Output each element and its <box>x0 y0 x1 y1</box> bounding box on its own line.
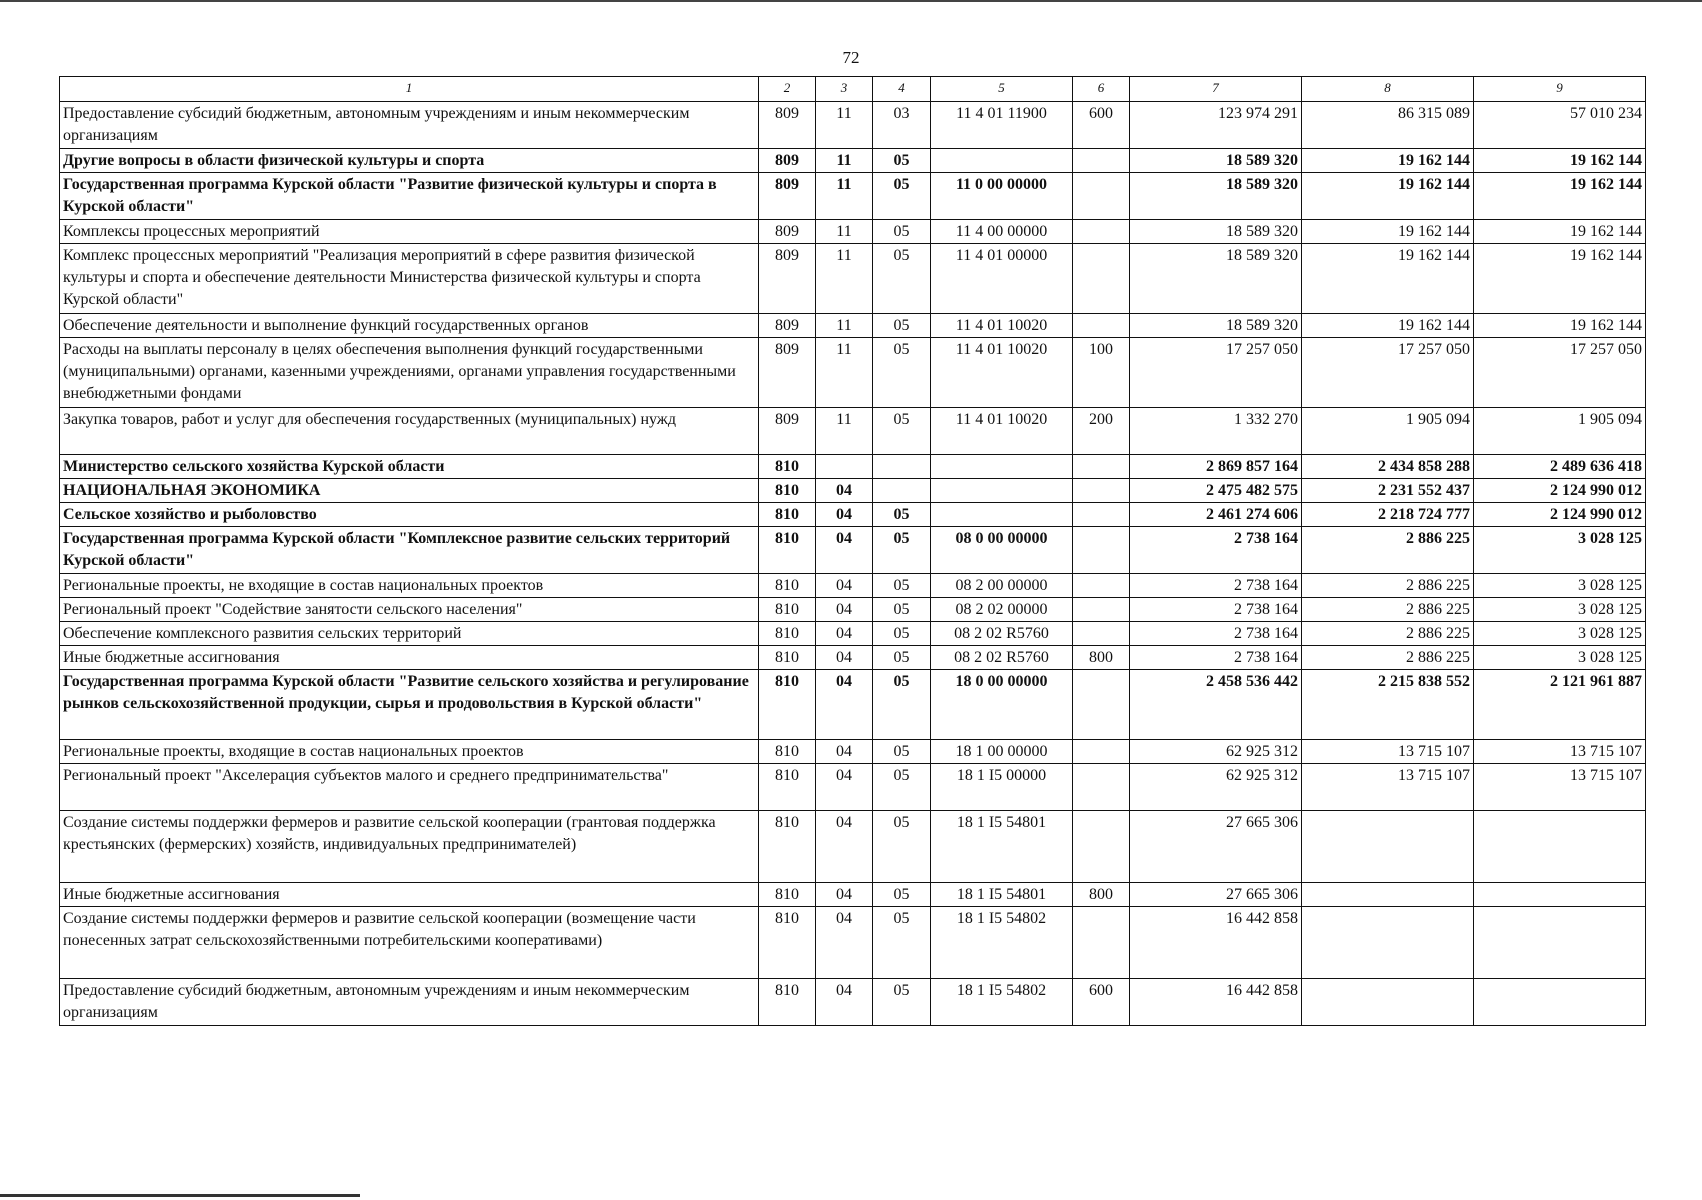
cell-expense-type <box>1073 244 1130 314</box>
cell-ministry-code: 810 <box>759 883 816 907</box>
cell-ministry-code: 810 <box>759 646 816 670</box>
cell-amount-col7: 17 257 050 <box>1130 338 1302 408</box>
cell-amount-col9: 19 162 144 <box>1474 173 1646 220</box>
cell-target-article: 18 0 00 00000 <box>931 670 1073 740</box>
table-row <box>60 811 1646 883</box>
cell-expense-type <box>1073 527 1130 574</box>
cell-target-article <box>931 149 1073 173</box>
page-number: 72 <box>842 48 860 67</box>
cell-section: 11 <box>816 149 873 173</box>
row-name: Закупка товаров, работ и услуг для обеспечения государственных (муниципальных) нужд <box>60 408 759 455</box>
cell-section <box>816 455 873 479</box>
cell-expense-type: 800 <box>1073 883 1130 907</box>
cell-amount-col8: 2 215 838 552 <box>1302 670 1474 740</box>
cell-section: 11 <box>816 244 873 314</box>
cell-amount-col7: 2 738 164 <box>1130 574 1302 598</box>
cell-amount-col7: 2 738 164 <box>1130 622 1302 646</box>
cell-amount-col7: 18 589 320 <box>1130 173 1302 220</box>
row-name: Расходы на выплаты персоналу в целях обеспечения выполнения функций государственными (муниципальными) органами, казенными учреждениями, органами управления государственными внебюджетными фондами <box>60 338 759 408</box>
cell-target-article <box>931 455 1073 479</box>
cell-amount-col9 <box>1474 811 1646 883</box>
cell-expense-type <box>1073 670 1130 740</box>
cell-expense-type <box>1073 574 1130 598</box>
cell-amount-col8: 13 715 107 <box>1302 764 1474 811</box>
cell-subsection: 05 <box>873 574 931 598</box>
cell-ministry-code: 810 <box>759 764 816 811</box>
cell-section: 04 <box>816 574 873 598</box>
cell-expense-type <box>1073 811 1130 883</box>
table-row <box>60 503 1646 527</box>
cell-subsection: 05 <box>873 408 931 455</box>
cell-amount-col8: 17 257 050 <box>1302 338 1474 408</box>
row-name: Обеспечение комплексного развития сельских территорий <box>60 622 759 646</box>
cell-subsection: 05 <box>873 979 931 1026</box>
cell-expense-type <box>1073 479 1130 503</box>
cell-amount-col7: 16 442 858 <box>1130 979 1302 1026</box>
cell-amount-col9: 57 010 234 <box>1474 102 1646 149</box>
table-row <box>60 574 1646 598</box>
cell-amount-col7: 18 589 320 <box>1130 244 1302 314</box>
cell-amount-col9 <box>1474 979 1646 1026</box>
cell-target-article: 18 1 I5 54802 <box>931 907 1073 979</box>
cell-amount-col8 <box>1302 811 1474 883</box>
table-row <box>60 479 1646 503</box>
column-header: 3 <box>816 77 873 102</box>
cell-target-article: 11 4 01 10020 <box>931 314 1073 338</box>
cell-amount-col8: 2 218 724 777 <box>1302 503 1474 527</box>
cell-subsection: 05 <box>873 173 931 220</box>
row-name: Создание системы поддержки фермеров и развитие сельской кооперации (возмещение части понесенных затрат сельскохозяйственными потребительскими кооперативами) <box>60 907 759 979</box>
cell-subsection: 05 <box>873 338 931 408</box>
cell-amount-col8: 2 886 225 <box>1302 646 1474 670</box>
cell-amount-col9: 3 028 125 <box>1474 527 1646 574</box>
row-name: Предоставление субсидий бюджетным, автономным учреждениям и иным некоммерческим организациям <box>60 979 759 1026</box>
cell-target-article: 18 1 I5 54802 <box>931 979 1073 1026</box>
table-row <box>60 979 1646 1026</box>
cell-target-article: 18 1 I5 54801 <box>931 883 1073 907</box>
row-name: Региональный проект "Акселерация субъектов малого и среднего предпринимательства" <box>60 764 759 811</box>
cell-subsection: 05 <box>873 907 931 979</box>
cell-amount-col9: 3 028 125 <box>1474 622 1646 646</box>
cell-amount-col8: 2 434 858 288 <box>1302 455 1474 479</box>
cell-section: 11 <box>816 338 873 408</box>
cell-section: 04 <box>816 907 873 979</box>
cell-amount-col8: 19 162 144 <box>1302 173 1474 220</box>
cell-amount-col8 <box>1302 907 1474 979</box>
row-name: Другие вопросы в области физической культуры и спорта <box>60 149 759 173</box>
cell-amount-col7: 2 869 857 164 <box>1130 455 1302 479</box>
cell-amount-col9: 19 162 144 <box>1474 220 1646 244</box>
row-name: Региональные проекты, не входящие в состав национальных проектов <box>60 574 759 598</box>
table-row <box>60 102 1646 149</box>
cell-ministry-code: 810 <box>759 479 816 503</box>
row-name: Иные бюджетные ассигнования <box>60 646 759 670</box>
cell-section: 04 <box>816 740 873 764</box>
cell-target-article: 18 1 I5 00000 <box>931 764 1073 811</box>
table-row <box>60 764 1646 811</box>
budget-table <box>59 76 1646 1026</box>
column-header: 5 <box>931 77 1073 102</box>
cell-amount-col8: 2 886 225 <box>1302 574 1474 598</box>
cell-ministry-code: 809 <box>759 408 816 455</box>
cell-amount-col7: 2 458 536 442 <box>1130 670 1302 740</box>
table-row <box>60 622 1646 646</box>
cell-ministry-code: 810 <box>759 598 816 622</box>
cell-amount-col8: 13 715 107 <box>1302 740 1474 764</box>
cell-amount-col9: 19 162 144 <box>1474 244 1646 314</box>
cell-target-article: 11 4 01 10020 <box>931 338 1073 408</box>
row-name: Государственная программа Курской области "Комплексное развитие сельских территорий Курской области" <box>60 527 759 574</box>
cell-amount-col8: 2 886 225 <box>1302 622 1474 646</box>
cell-target-article: 11 4 00 00000 <box>931 220 1073 244</box>
cell-subsection: 05 <box>873 598 931 622</box>
cell-target-article: 11 0 00 00000 <box>931 173 1073 220</box>
cell-subsection: 05 <box>873 883 931 907</box>
cell-ministry-code: 809 <box>759 173 816 220</box>
cell-amount-col7: 2 461 274 606 <box>1130 503 1302 527</box>
table-row <box>60 740 1646 764</box>
cell-expense-type <box>1073 173 1130 220</box>
cell-expense-type: 200 <box>1073 408 1130 455</box>
cell-section: 11 <box>816 173 873 220</box>
cell-amount-col8: 19 162 144 <box>1302 314 1474 338</box>
cell-section: 04 <box>816 646 873 670</box>
cell-subsection: 05 <box>873 646 931 670</box>
cell-expense-type <box>1073 622 1130 646</box>
table-row <box>60 244 1646 314</box>
cell-subsection: 05 <box>873 740 931 764</box>
cell-target-article: 08 2 02 R5760 <box>931 622 1073 646</box>
cell-amount-col7: 62 925 312 <box>1130 764 1302 811</box>
table-header-row <box>60 77 1646 102</box>
cell-section: 04 <box>816 670 873 740</box>
cell-section: 11 <box>816 220 873 244</box>
cell-expense-type: 800 <box>1073 646 1130 670</box>
cell-amount-col7: 16 442 858 <box>1130 907 1302 979</box>
cell-subsection: 05 <box>873 149 931 173</box>
row-name: Иные бюджетные ассигнования <box>60 883 759 907</box>
cell-ministry-code: 810 <box>759 811 816 883</box>
cell-amount-col9: 3 028 125 <box>1474 646 1646 670</box>
cell-expense-type <box>1073 314 1130 338</box>
cell-amount-col7: 18 589 320 <box>1130 220 1302 244</box>
cell-subsection: 05 <box>873 622 931 646</box>
cell-subsection: 05 <box>873 220 931 244</box>
cell-amount-col8: 2 886 225 <box>1302 527 1474 574</box>
cell-target-article: 11 4 01 00000 <box>931 244 1073 314</box>
row-name: Создание системы поддержки фермеров и развитие сельской кооперации (грантовая поддержка крестьянских (фермерских) хозяйств, индивидуальных предпринимателей) <box>60 811 759 883</box>
cell-amount-col8: 19 162 144 <box>1302 149 1474 173</box>
cell-section: 11 <box>816 408 873 455</box>
cell-amount-col9 <box>1474 883 1646 907</box>
table-row <box>60 598 1646 622</box>
cell-ministry-code: 810 <box>759 622 816 646</box>
cell-target-article: 18 1 I5 54801 <box>931 811 1073 883</box>
cell-target-article: 08 2 00 00000 <box>931 574 1073 598</box>
cell-section: 04 <box>816 503 873 527</box>
table-row <box>60 314 1646 338</box>
cell-subsection: 05 <box>873 527 931 574</box>
cell-ministry-code: 810 <box>759 527 816 574</box>
cell-expense-type <box>1073 503 1130 527</box>
cell-ministry-code: 810 <box>759 907 816 979</box>
table-row <box>60 670 1646 740</box>
column-header: 2 <box>759 77 816 102</box>
cell-target-article: 18 1 00 00000 <box>931 740 1073 764</box>
cell-target-article: 11 4 01 10020 <box>931 408 1073 455</box>
cell-ministry-code: 810 <box>759 574 816 598</box>
cell-ministry-code: 810 <box>759 455 816 479</box>
cell-subsection <box>873 479 931 503</box>
cell-section: 04 <box>816 598 873 622</box>
table-row <box>60 907 1646 979</box>
cell-section: 04 <box>816 527 873 574</box>
column-header: 1 <box>60 77 759 102</box>
scan-edge-bottom <box>0 1194 360 1197</box>
cell-ministry-code: 810 <box>759 503 816 527</box>
cell-target-article: 08 0 00 00000 <box>931 527 1073 574</box>
cell-expense-type <box>1073 455 1130 479</box>
cell-amount-col9 <box>1474 907 1646 979</box>
cell-section: 11 <box>816 102 873 149</box>
cell-amount-col8 <box>1302 979 1474 1026</box>
row-name: Государственная программа Курской области "Развитие сельского хозяйства и регулирование рынков сельскохозяйственной продукции, сырья и продовольствия в Курской области" <box>60 670 759 740</box>
column-header: 6 <box>1073 77 1130 102</box>
cell-subsection: 05 <box>873 811 931 883</box>
column-header: 4 <box>873 77 931 102</box>
cell-target-article <box>931 503 1073 527</box>
cell-amount-col9: 3 028 125 <box>1474 598 1646 622</box>
row-name: НАЦИОНАЛЬНАЯ ЭКОНОМИКА <box>60 479 759 503</box>
cell-subsection: 05 <box>873 764 931 811</box>
cell-amount-col8: 1 905 094 <box>1302 408 1474 455</box>
cell-subsection: 03 <box>873 102 931 149</box>
table-row <box>60 220 1646 244</box>
cell-amount-col8: 19 162 144 <box>1302 220 1474 244</box>
cell-section: 04 <box>816 811 873 883</box>
cell-amount-col8: 2 886 225 <box>1302 598 1474 622</box>
cell-ministry-code: 809 <box>759 220 816 244</box>
cell-ministry-code: 809 <box>759 102 816 149</box>
cell-ministry-code: 809 <box>759 244 816 314</box>
cell-expense-type: 600 <box>1073 102 1130 149</box>
cell-target-article <box>931 479 1073 503</box>
cell-target-article: 08 2 02 R5760 <box>931 646 1073 670</box>
table-row <box>60 646 1646 670</box>
cell-amount-col7: 18 589 320 <box>1130 149 1302 173</box>
row-name: Сельское хозяйство и рыболовство <box>60 503 759 527</box>
cell-amount-col9: 1 905 094 <box>1474 408 1646 455</box>
row-name: Комплексы процессных мероприятий <box>60 220 759 244</box>
scan-edge-top <box>0 0 1702 2</box>
row-name: Предоставление субсидий бюджетным, автономным учреждениям и иным некоммерческим организациям <box>60 102 759 149</box>
cell-subsection: 05 <box>873 314 931 338</box>
row-name: Региональный проект "Содействие занятости сельского населения" <box>60 598 759 622</box>
column-header: 9 <box>1474 77 1646 102</box>
cell-ministry-code: 809 <box>759 149 816 173</box>
cell-amount-col8: 86 315 089 <box>1302 102 1474 149</box>
table-row <box>60 408 1646 455</box>
cell-expense-type <box>1073 907 1130 979</box>
table-row <box>60 338 1646 408</box>
cell-expense-type <box>1073 598 1130 622</box>
table-row <box>60 455 1646 479</box>
table-row <box>60 527 1646 574</box>
cell-amount-col7: 27 665 306 <box>1130 883 1302 907</box>
cell-amount-col7: 27 665 306 <box>1130 811 1302 883</box>
cell-expense-type: 600 <box>1073 979 1130 1026</box>
cell-amount-col7: 2 738 164 <box>1130 646 1302 670</box>
cell-subsection: 05 <box>873 503 931 527</box>
row-name: Обеспечение деятельности и выполнение функций государственных органов <box>60 314 759 338</box>
cell-amount-col9: 17 257 050 <box>1474 338 1646 408</box>
row-name: Государственная программа Курской области "Развитие физической культуры и спорта в Курской области" <box>60 173 759 220</box>
cell-subsection: 05 <box>873 244 931 314</box>
cell-amount-col9: 19 162 144 <box>1474 149 1646 173</box>
cell-expense-type: 100 <box>1073 338 1130 408</box>
cell-section: 04 <box>816 979 873 1026</box>
cell-ministry-code: 809 <box>759 314 816 338</box>
cell-amount-col7: 123 974 291 <box>1130 102 1302 149</box>
cell-section: 04 <box>816 479 873 503</box>
cell-section: 04 <box>816 764 873 811</box>
column-header: 7 <box>1130 77 1302 102</box>
cell-amount-col8: 19 162 144 <box>1302 244 1474 314</box>
row-name: Региональные проекты, входящие в состав национальных проектов <box>60 740 759 764</box>
cell-amount-col7: 1 332 270 <box>1130 408 1302 455</box>
cell-amount-col7: 62 925 312 <box>1130 740 1302 764</box>
cell-amount-col7: 2 475 482 575 <box>1130 479 1302 503</box>
cell-target-article: 11 4 01 11900 <box>931 102 1073 149</box>
table-row <box>60 173 1646 220</box>
cell-section: 04 <box>816 622 873 646</box>
cell-amount-col9: 13 715 107 <box>1474 740 1646 764</box>
cell-expense-type <box>1073 740 1130 764</box>
cell-section: 11 <box>816 314 873 338</box>
cell-amount-col9: 2 124 990 012 <box>1474 479 1646 503</box>
cell-amount-col7: 2 738 164 <box>1130 527 1302 574</box>
row-name: Комплекс процессных мероприятий "Реализация мероприятий в сфере развития физической культуры и спорта и обеспечение деятельности Министерства физической культуры и спорта Курской области" <box>60 244 759 314</box>
cell-ministry-code: 810 <box>759 979 816 1026</box>
cell-section: 04 <box>816 883 873 907</box>
cell-amount-col9: 19 162 144 <box>1474 314 1646 338</box>
cell-amount-col7: 18 589 320 <box>1130 314 1302 338</box>
cell-ministry-code: 809 <box>759 338 816 408</box>
cell-amount-col9: 2 124 990 012 <box>1474 503 1646 527</box>
cell-expense-type <box>1073 764 1130 811</box>
column-header: 8 <box>1302 77 1474 102</box>
cell-ministry-code: 810 <box>759 670 816 740</box>
row-name: Министерство сельского хозяйства Курской области <box>60 455 759 479</box>
cell-amount-col9: 13 715 107 <box>1474 764 1646 811</box>
cell-expense-type <box>1073 149 1130 173</box>
cell-ministry-code: 810 <box>759 740 816 764</box>
table-row <box>60 883 1646 907</box>
cell-target-article: 08 2 02 00000 <box>931 598 1073 622</box>
cell-amount-col8: 2 231 552 437 <box>1302 479 1474 503</box>
table-row <box>60 149 1646 173</box>
cell-subsection <box>873 455 931 479</box>
cell-amount-col9: 2 489 636 418 <box>1474 455 1646 479</box>
cell-amount-col9: 2 121 961 887 <box>1474 670 1646 740</box>
cell-amount-col9: 3 028 125 <box>1474 574 1646 598</box>
cell-subsection: 05 <box>873 670 931 740</box>
cell-amount-col8 <box>1302 883 1474 907</box>
cell-expense-type <box>1073 220 1130 244</box>
cell-amount-col7: 2 738 164 <box>1130 598 1302 622</box>
